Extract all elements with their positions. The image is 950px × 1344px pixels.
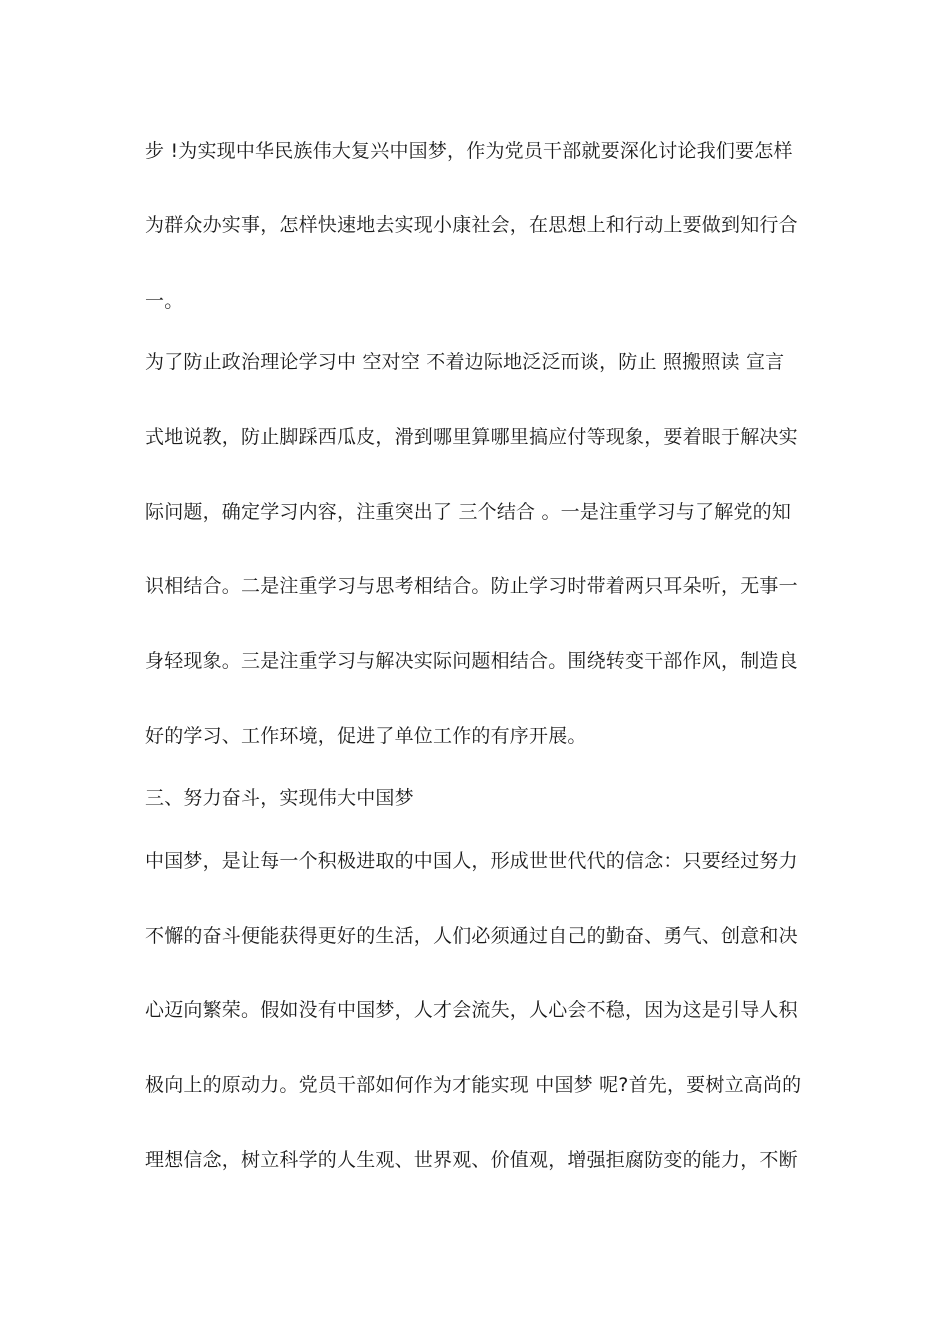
text-line: 一。: [145, 290, 184, 312]
text-line: 际问题，确定学习内容，注重突出了 三个结合 。一是注重学习与了解党的知: [145, 501, 792, 523]
text-line: 中国梦，是让每一个积极进取的中国人，形成世世代代的信念：只要经过努力: [145, 850, 798, 872]
text-line: 心迈向繁荣。假如没有中国梦，人才会流失，人心会不稳，因为这是引导人积: [145, 999, 798, 1021]
text-line: 好的学习、工作环境，促进了单位工作的有序开展。: [145, 725, 587, 747]
text-line: 式地说教，防止脚踩西瓜皮，滑到哪里算哪里搞应付等现象，要着眼于解决实: [145, 426, 798, 448]
text-line: 理想信念，树立科学的人生观、世界观、价值观，增强拒腐防变的能力，不断: [145, 1149, 798, 1171]
text-line: 识相结合。二是注重学习与思考相结合。防止学习时带着两只耳朵听，无事一: [145, 575, 798, 597]
text-line: 为群众办实事，怎样快速地去实现小康社会，在思想上和行动上要做到知行合: [145, 214, 798, 236]
section-heading: 三、努力奋斗，实现伟大中国梦: [145, 787, 414, 809]
text-line: 极向上的原动力。党员干部如何作为才能实现 中国梦 呢?首先，要树立高尚的: [145, 1074, 802, 1096]
text-line: 身轻现象。三是注重学习与解决实际问题相结合。围绕转变干部作风，制造良: [145, 650, 798, 672]
text-line: 不懈的奋斗便能获得更好的生活，人们必须通过自己的勤奋、勇气、创意和决: [145, 925, 798, 947]
text-line: 步 !为实现中华民族伟大复兴中国梦，作为党员干部就要深化讨论我们要怎样: [145, 140, 793, 162]
text-line: 为了防止政治理论学习中 空对空 不着边际地泛泛而谈，防止 照搬照读 宣言: [145, 351, 785, 373]
